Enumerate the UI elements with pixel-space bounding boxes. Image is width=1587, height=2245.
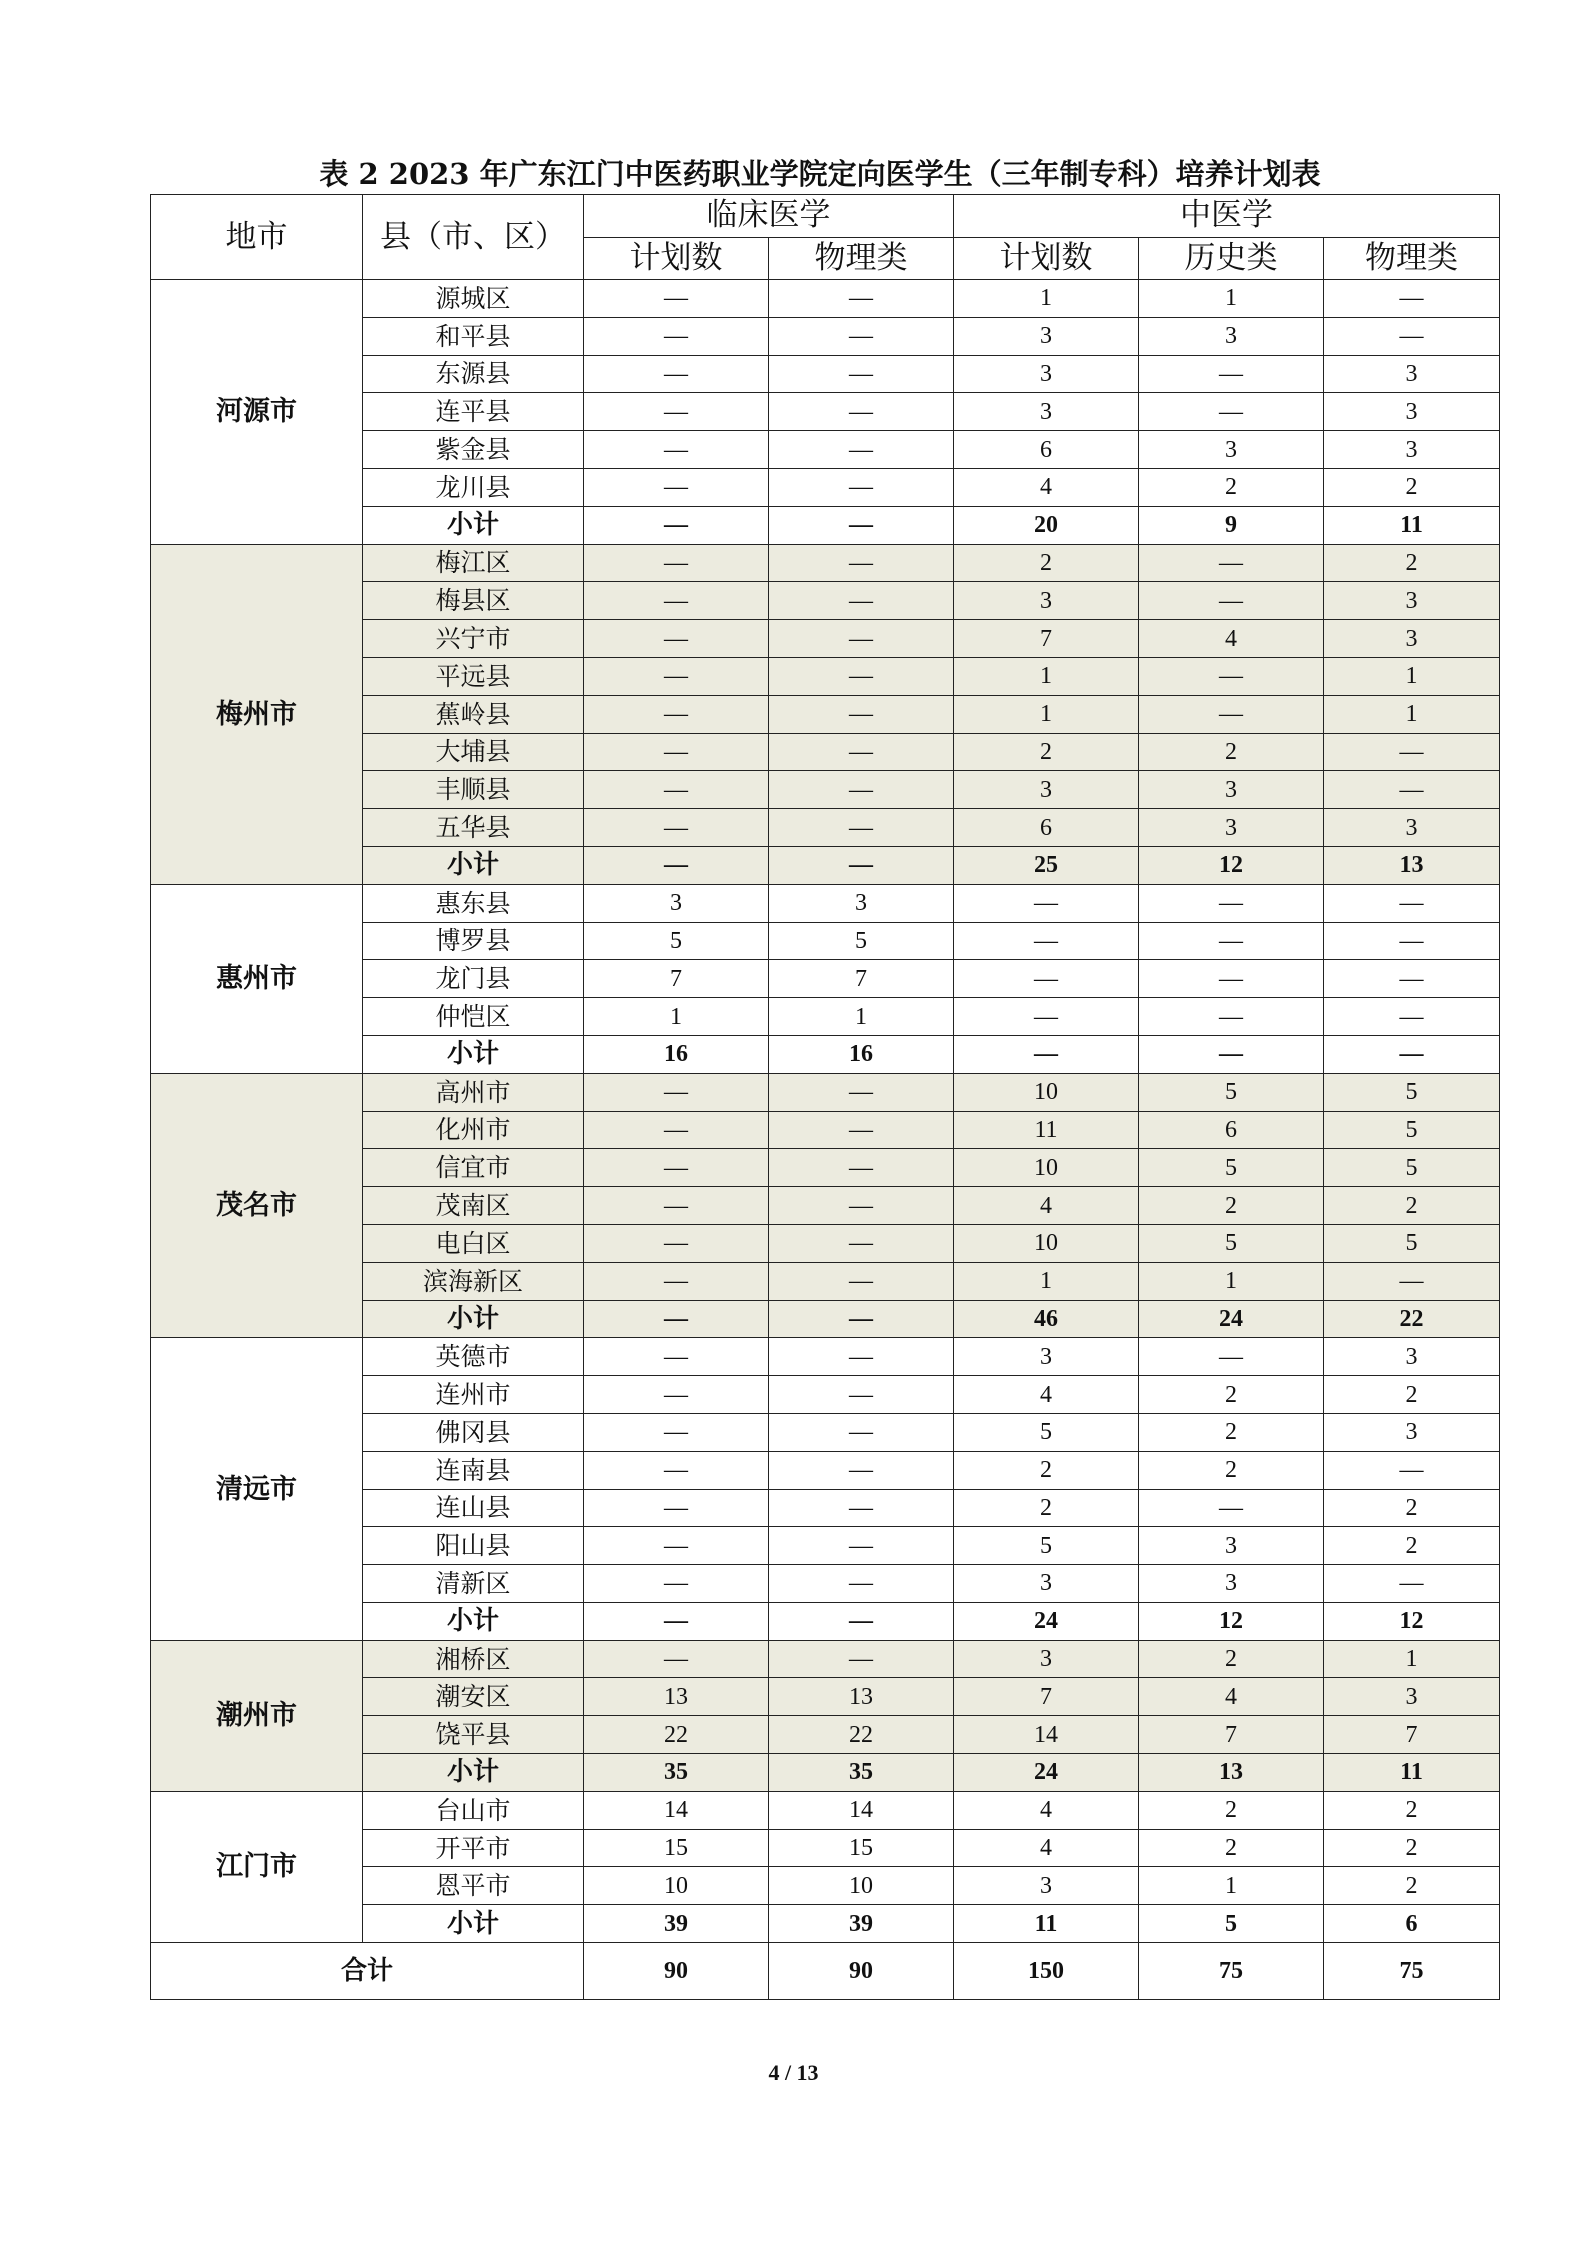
subtotal-cell: 20 — [954, 506, 1139, 544]
value-cell: — — [769, 695, 954, 733]
value-cell: — — [1139, 582, 1324, 620]
subtotal-cell: — — [584, 1602, 769, 1640]
value-cell: — — [584, 280, 769, 318]
value-cell: 1 — [954, 695, 1139, 733]
value-cell: 3 — [954, 1867, 1139, 1905]
subtotal-cell: — — [584, 506, 769, 544]
value-cell: 2 — [1324, 1527, 1500, 1565]
value-cell: 2 — [1139, 1187, 1324, 1225]
value-cell: 14 — [769, 1791, 954, 1829]
subtotal-cell: 46 — [954, 1300, 1139, 1338]
header-city: 地市 — [151, 195, 363, 280]
value-cell: — — [584, 695, 769, 733]
value-cell: 2 — [1324, 544, 1500, 582]
value-cell: 7 — [954, 620, 1139, 658]
subtotal-cell: 22 — [1324, 1300, 1500, 1338]
value-cell: — — [769, 1149, 954, 1187]
county-cell: 蕉岭县 — [363, 695, 584, 733]
county-cell: 电白区 — [363, 1224, 584, 1262]
value-cell: — — [1324, 1451, 1500, 1489]
value-cell: 1 — [1324, 657, 1500, 695]
value-cell: 1 — [584, 998, 769, 1036]
subtotal-cell: 24 — [954, 1754, 1139, 1792]
value-cell: — — [769, 468, 954, 506]
subtotal-cell: 12 — [1324, 1602, 1500, 1640]
subtotal-cell: 35 — [584, 1754, 769, 1792]
value-cell: 3 — [1139, 771, 1324, 809]
value-cell: — — [769, 280, 954, 318]
value-cell: — — [769, 317, 954, 355]
value-cell: 3 — [769, 884, 954, 922]
value-cell: — — [769, 1565, 954, 1603]
value-cell: 5 — [954, 1413, 1139, 1451]
subtotal-cell: 39 — [769, 1905, 954, 1943]
value-cell: — — [769, 1338, 954, 1376]
county-cell: 清新区 — [363, 1565, 584, 1603]
value-cell: — — [954, 960, 1139, 998]
value-cell: — — [584, 582, 769, 620]
value-cell: 2 — [1324, 468, 1500, 506]
header-tcm: 中医学 — [954, 195, 1500, 238]
value-cell: — — [769, 809, 954, 847]
page-number: 4 / 13 — [768, 2060, 819, 2085]
subtotal-cell: 25 — [954, 846, 1139, 884]
county-cell: 茂南区 — [363, 1187, 584, 1225]
header-tcm-plan: 计划数 — [954, 237, 1139, 280]
value-cell: 3 — [584, 884, 769, 922]
value-cell: 3 — [1324, 620, 1500, 658]
subtotal-cell: 11 — [954, 1905, 1139, 1943]
county-cell: 惠东县 — [363, 884, 584, 922]
value-cell: — — [584, 544, 769, 582]
value-cell: 10 — [954, 1073, 1139, 1111]
subtotal-cell: — — [1139, 1035, 1324, 1073]
value-cell: 3 — [1324, 582, 1500, 620]
value-cell: — — [769, 1413, 954, 1451]
value-cell: — — [1139, 657, 1324, 695]
value-cell: — — [584, 1451, 769, 1489]
county-cell: 阳山县 — [363, 1527, 584, 1565]
value-cell: 1 — [1139, 1262, 1324, 1300]
value-cell: — — [769, 1187, 954, 1225]
value-cell: — — [1139, 922, 1324, 960]
value-cell: — — [1139, 544, 1324, 582]
value-cell: 5 — [954, 1527, 1139, 1565]
value-cell: — — [769, 431, 954, 469]
value-cell: — — [769, 355, 954, 393]
subtotal-cell: — — [769, 506, 954, 544]
value-cell: — — [584, 355, 769, 393]
county-cell: 佛冈县 — [363, 1413, 584, 1451]
value-cell: 1 — [954, 657, 1139, 695]
value-cell: 6 — [1139, 1111, 1324, 1149]
value-cell: 5 — [584, 922, 769, 960]
county-cell: 英德市 — [363, 1338, 584, 1376]
value-cell: 3 — [1139, 809, 1324, 847]
county-cell: 仲恺区 — [363, 998, 584, 1036]
value-cell: 2 — [1324, 1829, 1500, 1867]
county-cell: 恩平市 — [363, 1867, 584, 1905]
value-cell: 4 — [954, 1791, 1139, 1829]
value-cell: 3 — [1324, 1413, 1500, 1451]
county-cell: 饶平县 — [363, 1716, 584, 1754]
county-cell: 开平市 — [363, 1829, 584, 1867]
value-cell: — — [769, 1451, 954, 1489]
subtotal-cell: — — [584, 846, 769, 884]
table-row — [151, 1640, 1500, 1678]
subtotal-label: 小计 — [363, 1602, 584, 1640]
value-cell: — — [1324, 922, 1500, 960]
value-cell: — — [584, 431, 769, 469]
subtotal-cell: 16 — [769, 1035, 954, 1073]
value-cell: — — [1324, 733, 1500, 771]
subtotal-cell: 9 — [1139, 506, 1324, 544]
value-cell: 3 — [954, 582, 1139, 620]
value-cell: — — [584, 317, 769, 355]
value-cell: 14 — [584, 1791, 769, 1829]
value-cell: — — [584, 1338, 769, 1376]
header-clinical-physics: 物理类 — [769, 237, 954, 280]
value-cell: — — [954, 998, 1139, 1036]
county-cell: 信宜市 — [363, 1149, 584, 1187]
value-cell: — — [584, 1565, 769, 1603]
value-cell: 2 — [1139, 1376, 1324, 1414]
total-cell: 75 — [1139, 1943, 1324, 2000]
value-cell: 4 — [1139, 620, 1324, 658]
value-cell: — — [1324, 1262, 1500, 1300]
city-cell: 惠州市 — [151, 884, 363, 1073]
value-cell: — — [584, 809, 769, 847]
value-cell: 13 — [769, 1678, 954, 1716]
header-county: 县（市、区） — [363, 195, 584, 280]
value-cell: 10 — [584, 1867, 769, 1905]
county-cell: 湘桥区 — [363, 1640, 584, 1678]
value-cell: 10 — [954, 1224, 1139, 1262]
county-cell: 五华县 — [363, 809, 584, 847]
value-cell: 10 — [769, 1867, 954, 1905]
county-cell: 连平县 — [363, 393, 584, 431]
city-cell: 江门市 — [151, 1791, 363, 1942]
value-cell: 2 — [1324, 1376, 1500, 1414]
table-title: 表 2 2023 年广东江门中医药职业学院定向医学生（三年制专科）培养计划表 — [319, 157, 1321, 191]
table-row — [151, 884, 1500, 922]
training-plan-table — [150, 194, 1500, 2000]
value-cell: — — [584, 1489, 769, 1527]
county-cell: 兴宁市 — [363, 620, 584, 658]
value-cell: 3 — [1324, 355, 1500, 393]
value-cell: — — [584, 733, 769, 771]
subtotal-cell: — — [954, 1035, 1139, 1073]
value-cell: — — [1324, 317, 1500, 355]
subtotal-label: 小计 — [363, 846, 584, 884]
value-cell: — — [584, 393, 769, 431]
value-cell: — — [1324, 960, 1500, 998]
value-cell: — — [1139, 884, 1324, 922]
value-cell: — — [769, 582, 954, 620]
county-cell: 紫金县 — [363, 431, 584, 469]
value-cell: 7 — [954, 1678, 1139, 1716]
county-cell: 连州市 — [363, 1376, 584, 1414]
value-cell: — — [584, 771, 769, 809]
value-cell: 1 — [1139, 1867, 1324, 1905]
value-cell: — — [769, 657, 954, 695]
value-cell: 1 — [769, 998, 954, 1036]
value-cell: 1 — [954, 280, 1139, 318]
county-cell: 潮安区 — [363, 1678, 584, 1716]
value-cell: 5 — [1139, 1224, 1324, 1262]
county-cell: 博罗县 — [363, 922, 584, 960]
value-cell: — — [769, 1489, 954, 1527]
value-cell: — — [1324, 998, 1500, 1036]
value-cell: 3 — [954, 771, 1139, 809]
value-cell: — — [584, 468, 769, 506]
county-cell: 和平县 — [363, 317, 584, 355]
county-cell: 台山市 — [363, 1791, 584, 1829]
value-cell: — — [769, 620, 954, 658]
value-cell: — — [1324, 884, 1500, 922]
table-row — [151, 1791, 1500, 1829]
table-row — [151, 1073, 1500, 1111]
value-cell: 6 — [954, 809, 1139, 847]
total-row — [151, 1943, 1500, 2000]
county-cell: 龙门县 — [363, 960, 584, 998]
value-cell: 5 — [1324, 1224, 1500, 1262]
value-cell: 4 — [954, 1187, 1139, 1225]
county-cell: 东源县 — [363, 355, 584, 393]
county-cell: 大埔县 — [363, 733, 584, 771]
value-cell: — — [584, 1376, 769, 1414]
county-cell: 连南县 — [363, 1451, 584, 1489]
value-cell: — — [769, 1224, 954, 1262]
value-cell: 2 — [1139, 1829, 1324, 1867]
value-cell: 6 — [954, 431, 1139, 469]
subtotal-cell: 13 — [1139, 1754, 1324, 1792]
subtotal-cell: — — [769, 846, 954, 884]
value-cell: 5 — [1324, 1111, 1500, 1149]
value-cell: — — [584, 1224, 769, 1262]
value-cell: — — [769, 1111, 954, 1149]
value-cell: — — [769, 1527, 954, 1565]
county-cell: 连山县 — [363, 1489, 584, 1527]
value-cell: — — [954, 922, 1139, 960]
value-cell: — — [584, 1262, 769, 1300]
total-label: 合计 — [151, 1943, 584, 2000]
value-cell: 7 — [1139, 1716, 1324, 1754]
value-cell: — — [1139, 695, 1324, 733]
value-cell: 2 — [1139, 733, 1324, 771]
value-cell: 15 — [584, 1829, 769, 1867]
value-cell: 15 — [769, 1829, 954, 1867]
value-cell: — — [769, 1640, 954, 1678]
value-cell: — — [1139, 960, 1324, 998]
value-cell: 14 — [954, 1716, 1139, 1754]
county-cell: 梅江区 — [363, 544, 584, 582]
value-cell: 2 — [1324, 1489, 1500, 1527]
city-cell: 茂名市 — [151, 1073, 363, 1338]
header-clinical-plan: 计划数 — [584, 237, 769, 280]
subtotal-cell: 11 — [1324, 1754, 1500, 1792]
value-cell: 4 — [954, 1829, 1139, 1867]
value-cell: — — [954, 884, 1139, 922]
value-cell: 4 — [1139, 1678, 1324, 1716]
value-cell: — — [769, 544, 954, 582]
value-cell: — — [584, 1527, 769, 1565]
value-cell: 2 — [954, 1489, 1139, 1527]
value-cell: — — [584, 1413, 769, 1451]
value-cell: 3 — [954, 1565, 1139, 1603]
city-cell: 潮州市 — [151, 1640, 363, 1791]
value-cell: 22 — [584, 1716, 769, 1754]
table-row — [151, 544, 1500, 582]
value-cell: — — [584, 657, 769, 695]
subtotal-cell: 13 — [1324, 846, 1500, 884]
value-cell: — — [584, 620, 769, 658]
city-cell: 清远市 — [151, 1338, 363, 1640]
value-cell: 3 — [1324, 809, 1500, 847]
value-cell: — — [1324, 1565, 1500, 1603]
value-cell: 3 — [954, 1640, 1139, 1678]
value-cell: — — [769, 771, 954, 809]
subtotal-cell: 39 — [584, 1905, 769, 1943]
value-cell: 2 — [954, 733, 1139, 771]
value-cell: — — [769, 1262, 954, 1300]
value-cell: 2 — [1324, 1867, 1500, 1905]
value-cell: 2 — [1324, 1187, 1500, 1225]
county-cell: 梅县区 — [363, 582, 584, 620]
county-cell: 丰顺县 — [363, 771, 584, 809]
subtotal-cell: 12 — [1139, 1602, 1324, 1640]
value-cell: 3 — [954, 1338, 1139, 1376]
value-cell: 3 — [954, 393, 1139, 431]
value-cell: 1 — [1139, 280, 1324, 318]
value-cell: 3 — [1139, 1565, 1324, 1603]
value-cell: 2 — [1139, 1451, 1324, 1489]
table-row — [151, 280, 1500, 318]
value-cell: 5 — [1324, 1149, 1500, 1187]
value-cell: 5 — [1324, 1073, 1500, 1111]
value-cell: — — [769, 1376, 954, 1414]
subtotal-cell: — — [584, 1300, 769, 1338]
value-cell: 7 — [769, 960, 954, 998]
value-cell: — — [1324, 280, 1500, 318]
total-cell: 75 — [1324, 1943, 1500, 2000]
subtotal-cell: 6 — [1324, 1905, 1500, 1943]
county-cell: 平远县 — [363, 657, 584, 695]
value-cell: 11 — [954, 1111, 1139, 1149]
subtotal-cell: 24 — [954, 1602, 1139, 1640]
value-cell: 10 — [954, 1149, 1139, 1187]
county-cell: 滨海新区 — [363, 1262, 584, 1300]
value-cell: — — [584, 1149, 769, 1187]
subtotal-label: 小计 — [363, 1035, 584, 1073]
subtotal-cell: 24 — [1139, 1300, 1324, 1338]
city-cell: 梅州市 — [151, 544, 363, 884]
subtotal-label: 小计 — [363, 1300, 584, 1338]
value-cell: 3 — [954, 317, 1139, 355]
subtotal-cell: 12 — [1139, 846, 1324, 884]
value-cell: — — [584, 1187, 769, 1225]
value-cell: 5 — [1139, 1073, 1324, 1111]
value-cell: 2 — [1139, 1413, 1324, 1451]
county-cell: 源城区 — [363, 280, 584, 318]
subtotal-label: 小计 — [363, 1754, 584, 1792]
value-cell: — — [769, 393, 954, 431]
county-cell: 高州市 — [363, 1073, 584, 1111]
value-cell: 2 — [954, 1451, 1139, 1489]
subtotal-cell: — — [769, 1300, 954, 1338]
value-cell: 22 — [769, 1716, 954, 1754]
value-cell: 3 — [1139, 431, 1324, 469]
total-cell: 90 — [769, 1943, 954, 2000]
value-cell: 3 — [1324, 1338, 1500, 1376]
value-cell: 3 — [1139, 1527, 1324, 1565]
value-cell: 7 — [1324, 1716, 1500, 1754]
value-cell: 7 — [584, 960, 769, 998]
value-cell: 2 — [1139, 1791, 1324, 1829]
table-body — [151, 280, 1500, 1943]
value-cell: — — [1139, 1338, 1324, 1376]
value-cell: — — [1324, 771, 1500, 809]
value-cell: 13 — [584, 1678, 769, 1716]
value-cell: 3 — [1139, 317, 1324, 355]
value-cell: 5 — [769, 922, 954, 960]
subtotal-cell: 11 — [1324, 506, 1500, 544]
value-cell: — — [1139, 393, 1324, 431]
value-cell: 4 — [954, 1376, 1139, 1414]
value-cell: 3 — [1324, 1678, 1500, 1716]
value-cell: — — [1139, 998, 1324, 1036]
subtotal-cell: 35 — [769, 1754, 954, 1792]
value-cell: — — [769, 733, 954, 771]
value-cell: — — [584, 1640, 769, 1678]
value-cell: 2 — [1139, 1640, 1324, 1678]
county-cell: 龙川县 — [363, 468, 584, 506]
value-cell: 2 — [1139, 468, 1324, 506]
value-cell: 4 — [954, 468, 1139, 506]
value-cell: 1 — [1324, 1640, 1500, 1678]
subtotal-cell: 16 — [584, 1035, 769, 1073]
value-cell: 3 — [954, 355, 1139, 393]
value-cell: 2 — [954, 544, 1139, 582]
value-cell: 3 — [1324, 393, 1500, 431]
header-clinical: 临床医学 — [584, 195, 954, 238]
value-cell: 1 — [954, 1262, 1139, 1300]
subtotal-cell: — — [769, 1602, 954, 1640]
value-cell: 1 — [1324, 695, 1500, 733]
value-cell: — — [584, 1073, 769, 1111]
subtotal-cell: 5 — [1139, 1905, 1324, 1943]
total-cell: 150 — [954, 1943, 1139, 2000]
value-cell: 2 — [1324, 1791, 1500, 1829]
value-cell: 5 — [1139, 1149, 1324, 1187]
value-cell: — — [1139, 1489, 1324, 1527]
county-cell: 化州市 — [363, 1111, 584, 1149]
total-cell: 90 — [584, 1943, 769, 2000]
value-cell: 3 — [1324, 431, 1500, 469]
value-cell: — — [584, 1111, 769, 1149]
value-cell: — — [1139, 355, 1324, 393]
header-tcm-physics: 物理类 — [1324, 237, 1500, 280]
city-cell: 河源市 — [151, 280, 363, 545]
header-tcm-history: 历史类 — [1139, 237, 1324, 280]
subtotal-label: 小计 — [363, 1905, 584, 1943]
table-row — [151, 1338, 1500, 1376]
subtotal-cell: — — [1324, 1035, 1500, 1073]
subtotal-label: 小计 — [363, 506, 584, 544]
value-cell: — — [769, 1073, 954, 1111]
